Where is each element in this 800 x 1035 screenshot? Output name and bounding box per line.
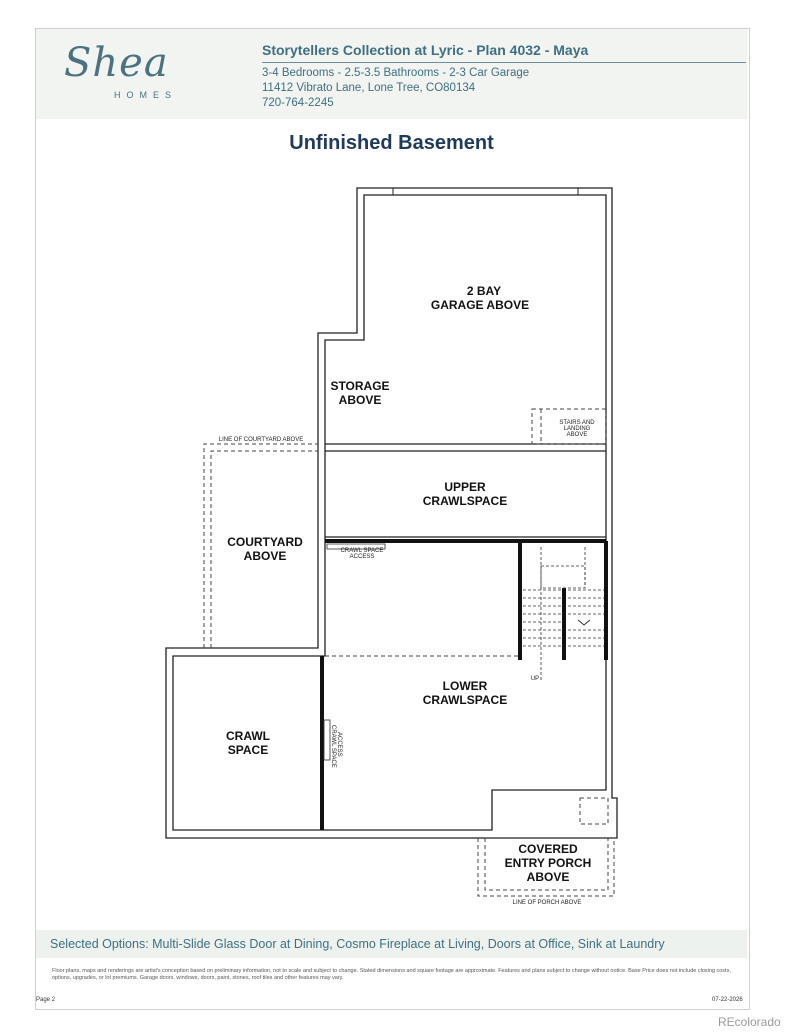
courtyard-label-line1: COURTYARD [227, 535, 303, 549]
porch-label-line3: ABOVE [526, 870, 570, 884]
disclaimer-text: Floor plans, maps and renderings are artist's conception based on preliminary information, not to scale and subject to change. Stated dimensions and square footage are approximate. Features and plans subject to change without notice. Base Price does not include closing costs, options, upgrades, or lot premiums. Garage doors, windows, doors, paint, stones, roof tiles and other features may vary. [52, 968, 731, 981]
stair-direction-arrow [578, 620, 590, 625]
porch-label-line2: ENTRY PORCH [504, 856, 592, 870]
plan-specs: 3-4 Bedrooms - 2.5-3.5 Bathrooms - 2-3 Car Garage [262, 67, 530, 79]
stairs-label-line3: ABOVE [566, 432, 588, 438]
courtyard-label-line2: ABOVE [243, 549, 287, 563]
upper-crawl-label-line2: CRAWLSPACE [422, 494, 508, 508]
stairs-label-line2: LANDING [563, 426, 591, 432]
lower-crawl-label-line1: LOWER [442, 679, 488, 693]
storage-label-line1: STORAGE [330, 379, 390, 393]
courtyard-line-note: LINE OF COURTYARD ABOVE [218, 437, 304, 443]
address: 11412 Vibrato Lane, Lone Tree, CO80134 [262, 82, 476, 94]
porch-line-note: LINE OF PORCH ABOVE [512, 900, 582, 906]
logo-script-text: Shea [64, 40, 169, 86]
logo-subtext: HOMES [114, 90, 178, 100]
crawl-access-top-line1: CRAWL SPACE [340, 548, 384, 554]
lower-crawl-label-line2: CRAWLSPACE [422, 693, 508, 707]
storage-label-line2: ABOVE [338, 393, 382, 407]
garage-label-line2: GARAGE ABOVE [430, 298, 530, 312]
stairs-label-line1: STAIRS AND [559, 420, 595, 426]
phone-number: 720-764-2245 [262, 97, 334, 109]
crawl-space-label-line1: CRAWL [226, 729, 270, 743]
community-plan-title: Storytellers Collection at Lyric - Plan 4032 - Maya [262, 42, 589, 58]
recolorado-watermark: REcolorado [718, 1015, 781, 1029]
upper-crawl-label-line1: UPPER [444, 480, 486, 494]
crawl-access-side-line1: CRAWL SPACE [330, 725, 336, 768]
page-date: 07-22-2026 [712, 997, 743, 1003]
garage-label-line1: 2 BAY [466, 284, 502, 298]
stairs-up-label: UP [530, 676, 540, 682]
selected-options: Selected Options: Multi-Slide Glass Door at Dining, Cosmo Fireplace at Living, Doors at Office, Sink at Laundry [50, 937, 665, 951]
porch-label-line1: COVERED [518, 842, 578, 856]
crawl-space-label-line2: SPACE [227, 743, 269, 757]
crawl-access-top-line2: ACCESS [349, 554, 375, 560]
floor-plan-title: Unfinished Basement [289, 132, 494, 154]
page-number: Page 2 [36, 997, 56, 1003]
crawl-access-side-line2: ACCESS [336, 732, 342, 757]
crawl-access-side [324, 720, 330, 760]
